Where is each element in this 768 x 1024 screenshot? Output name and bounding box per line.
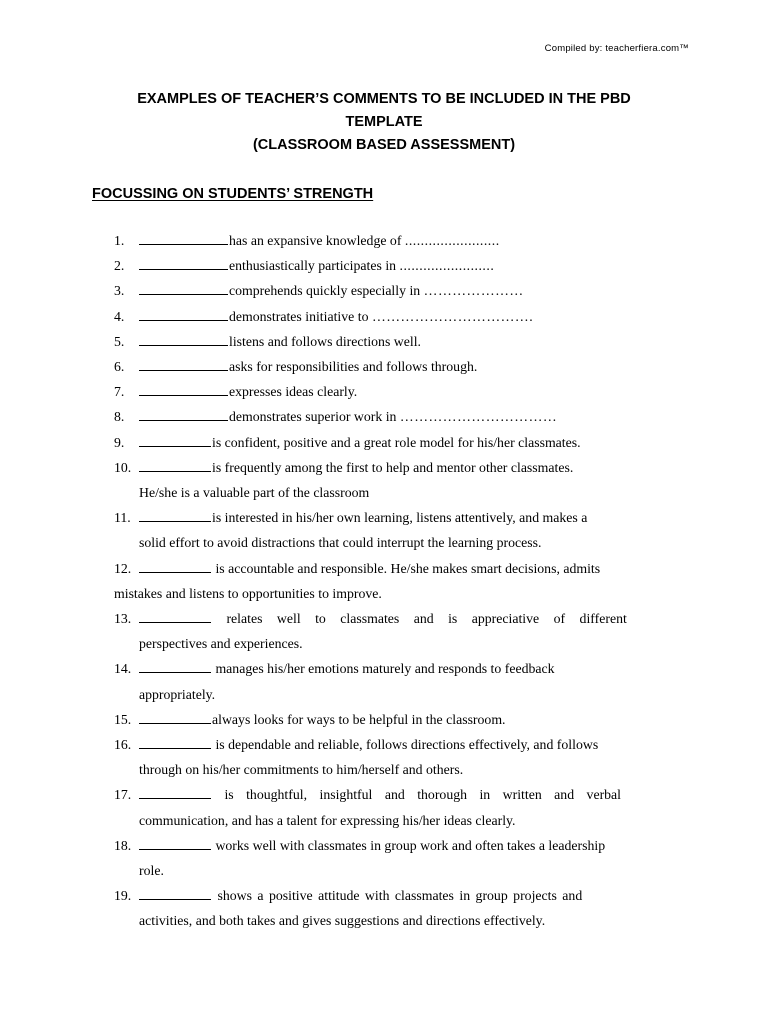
item-number: 9. bbox=[114, 434, 125, 450]
item-dots: ........................ bbox=[404, 233, 500, 248]
item-text-continued: role. bbox=[139, 863, 164, 879]
item-text-continued: solid effort to avoid distractions that could interrupt the learning process. bbox=[139, 535, 542, 551]
item-number: 10. bbox=[114, 459, 132, 475]
name-blank bbox=[139, 608, 211, 623]
item-number: 13. bbox=[114, 611, 132, 627]
item-text: demonstrates superior work in bbox=[229, 409, 397, 425]
title-line-2: TEMPLATE bbox=[345, 114, 423, 130]
item-text: always looks for ways to be helpful in the classroom. bbox=[212, 711, 506, 727]
item-text-continued: activities, and both takes and gives suggestions and directions effectively. bbox=[139, 913, 546, 929]
list-item bbox=[0, 278, 768, 303]
item-text: is frequently among the first to help and mentor other classmates. bbox=[212, 459, 574, 475]
name-blank bbox=[139, 306, 228, 321]
item-number: 17. bbox=[114, 787, 132, 803]
name-blank bbox=[139, 558, 211, 573]
item-number: 14. bbox=[114, 661, 132, 677]
item-text-continued: He/she is a valuable part of the classroom bbox=[139, 485, 370, 501]
list-item bbox=[0, 354, 768, 379]
item-dots: ........................ bbox=[399, 258, 495, 274]
item-number: 8. bbox=[114, 409, 125, 425]
name-blank bbox=[139, 507, 211, 522]
list-item bbox=[0, 455, 768, 505]
item-text: listens and follows directions well. bbox=[229, 333, 421, 349]
compiled-by-credit: Compiled by: teacherfiera.com™ bbox=[544, 43, 689, 54]
list-item bbox=[0, 228, 768, 253]
list-item bbox=[0, 329, 768, 354]
list-item bbox=[0, 253, 768, 278]
list-item bbox=[0, 833, 768, 883]
item-number: 1. bbox=[114, 233, 125, 248]
item-number: 11. bbox=[114, 510, 131, 526]
list-item bbox=[0, 656, 768, 706]
list-item bbox=[0, 606, 768, 656]
item-number: 7. bbox=[114, 384, 125, 400]
name-blank bbox=[139, 457, 211, 472]
item-number: 18. bbox=[114, 837, 132, 853]
item-text-continued: through on his/her commitments to him/herself and others. bbox=[139, 762, 464, 778]
item-number: 16. bbox=[114, 737, 132, 753]
document-title bbox=[0, 88, 768, 157]
item-dots: ……………………………. bbox=[371, 308, 534, 324]
comment-list bbox=[0, 228, 768, 934]
name-blank bbox=[139, 835, 211, 850]
name-blank bbox=[139, 734, 211, 749]
item-dots: ………………… bbox=[423, 283, 524, 299]
title-line-1: EXAMPLES OF TEACHER’S COMMENTS TO BE INCLUDED IN THE PBD bbox=[137, 91, 631, 107]
item-number: 2. bbox=[114, 258, 125, 274]
item-text: expresses ideas clearly. bbox=[229, 384, 358, 400]
name-blank bbox=[139, 280, 228, 295]
list-item bbox=[0, 556, 768, 606]
item-number: 3. bbox=[114, 283, 125, 299]
list-item bbox=[0, 732, 768, 782]
name-blank bbox=[139, 709, 211, 724]
name-blank bbox=[139, 331, 228, 346]
item-text: is thoughtful, insightful and thorough in written and verbal bbox=[212, 787, 622, 803]
name-blank bbox=[139, 885, 211, 900]
item-number: 4. bbox=[114, 308, 125, 324]
list-item bbox=[0, 505, 768, 555]
item-text: demonstrates initiative to bbox=[229, 308, 369, 324]
name-blank bbox=[139, 356, 228, 371]
item-dots: …………………………… bbox=[399, 409, 558, 425]
item-number: 19. bbox=[114, 888, 132, 904]
name-blank bbox=[139, 406, 228, 421]
name-blank bbox=[139, 658, 211, 673]
item-text-continued: mistakes and listens to opportunities to improve. bbox=[114, 585, 382, 601]
item-text: shows a positive attitude with classmates in group projects and bbox=[212, 888, 583, 904]
item-text: manages his/her emotions maturely and responds to feedback bbox=[212, 661, 555, 677]
name-blank bbox=[139, 230, 228, 245]
item-text: enthusiastically participates in bbox=[229, 258, 397, 274]
item-number: 12. bbox=[114, 560, 132, 576]
item-text: relates well to classmates and is appreciative of different bbox=[212, 611, 627, 627]
list-item bbox=[0, 404, 768, 429]
title-line-3: (CLASSROOM BASED ASSESSMENT) bbox=[252, 137, 516, 153]
name-blank bbox=[139, 784, 211, 799]
list-item bbox=[0, 883, 768, 933]
item-text: is dependable and reliable, follows directions effectively, and follows bbox=[212, 737, 599, 753]
list-item bbox=[0, 782, 768, 832]
section-heading: FOCUSSING ON STUDENTS’ STRENGTH bbox=[92, 186, 374, 202]
list-item bbox=[0, 379, 768, 404]
item-text: has an expansive knowledge of bbox=[229, 233, 402, 248]
list-item bbox=[0, 430, 768, 455]
item-number: 15. bbox=[114, 711, 132, 727]
item-text: is accountable and responsible. He/she makes smart decisions, admits bbox=[212, 560, 601, 576]
item-text: is confident, positive and a great role model for his/her classmates. bbox=[212, 434, 581, 450]
item-number: 6. bbox=[114, 359, 125, 375]
item-number: 5. bbox=[114, 333, 125, 349]
list-item bbox=[0, 304, 768, 329]
name-blank bbox=[139, 255, 228, 270]
name-blank bbox=[139, 381, 228, 396]
name-blank bbox=[139, 432, 211, 447]
item-text: comprehends quickly especially in bbox=[229, 283, 421, 299]
item-text: works well with classmates in group work and often takes a leadership bbox=[212, 837, 606, 853]
item-text-continued: perspectives and experiences. bbox=[139, 636, 303, 652]
list-item bbox=[0, 707, 768, 732]
item-text-continued: communication, and has a talent for expressing his/her ideas clearly. bbox=[139, 812, 516, 828]
item-text: asks for responsibilities and follows through. bbox=[229, 359, 478, 375]
item-text-continued: appropriately. bbox=[139, 686, 216, 702]
item-text: is interested in his/her own learning, listens attentively, and makes a bbox=[212, 510, 588, 526]
